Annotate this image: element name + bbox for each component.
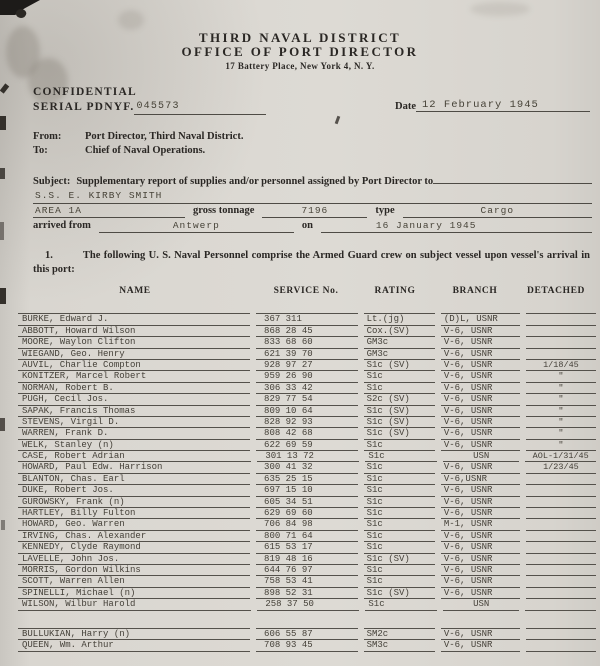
cell-rating: S1c — [365, 451, 437, 462]
scan-mark — [0, 83, 9, 93]
table-row — [18, 508, 596, 519]
cell-service-no: 629 69 60 — [256, 508, 358, 519]
table-row — [18, 440, 596, 451]
table-row — [18, 303, 596, 314]
cell-branch: V-6, USNR — [441, 576, 520, 587]
cell-rating: S1c (SV) — [364, 588, 435, 599]
personnel-table — [18, 286, 596, 666]
cell-rating: S1c — [364, 497, 435, 508]
cell-branch: V-6, USNR — [441, 531, 520, 542]
arrived-from-value: Antwerp — [99, 219, 294, 233]
scan-mark — [0, 116, 6, 130]
cell-name: KENNEDY, Clyde Raymond — [18, 542, 250, 553]
cell-name: WELK, Stanley (n) — [18, 440, 250, 451]
table-row — [18, 428, 596, 439]
table-row — [18, 599, 596, 610]
cell-service-no: 706 84 98 — [256, 519, 358, 530]
on-label: on — [301, 220, 313, 231]
serial-value: 045573 — [134, 99, 266, 115]
cell-rating — [364, 618, 435, 629]
cell-rating: S1c — [364, 508, 435, 519]
arrived-from-label: arrived from — [33, 220, 91, 231]
cell-branch — [441, 618, 520, 629]
cell-branch: V-6, USNR — [441, 406, 520, 417]
subject-text: Supplementary report of supplies and/or personnel assigned by Port Director to — [76, 176, 434, 187]
table-row — [18, 314, 596, 325]
cell-rating: S1c (SV) — [364, 554, 435, 565]
cell-rating: S1c — [364, 485, 435, 496]
table-row — [18, 618, 596, 629]
cell-rating: S1c (SV) — [364, 406, 435, 417]
cell-rating: Lt.(jg) — [364, 314, 435, 325]
table-row — [18, 640, 596, 651]
cell-name: SCOTT, Warren Allen — [18, 576, 250, 587]
cell-name: HARTLEY, Billy Fulton — [18, 508, 250, 519]
cell-rating: S1c — [364, 440, 435, 451]
cell-branch: V-6, USNR — [441, 508, 520, 519]
cell-service-no: 808 42 68 — [256, 428, 358, 439]
cell-detached — [526, 337, 596, 348]
from-line — [33, 130, 590, 144]
cell-rating: S1c — [364, 371, 435, 382]
cell-branch: USN — [443, 599, 519, 610]
cell-branch: V-6, USNR — [441, 629, 520, 640]
cell-rating: SM2c — [364, 629, 435, 640]
cell-rating: GM3c — [364, 349, 435, 360]
cell-branch: V-6, USNR — [441, 640, 520, 651]
cell-rating: S1c — [364, 542, 435, 553]
table-row — [18, 629, 596, 640]
cell-detached — [526, 485, 596, 496]
cell-detached: " — [526, 371, 596, 382]
cell-rating: S1c — [364, 474, 435, 485]
cell-service-no: 809 10 64 — [256, 406, 358, 417]
paragraph-1 — [33, 249, 590, 276]
cell-detached: " — [526, 428, 596, 439]
table-row — [18, 554, 596, 565]
cell-name: WIEGAND, Geo. Henry — [18, 349, 250, 360]
cell-service-no: 898 52 31 — [256, 588, 358, 599]
gross-tonnage-label: gross tonnage — [193, 205, 255, 216]
cell-detached: " — [526, 417, 596, 428]
cell-name: QUEEN, Wm. Arthur — [18, 640, 250, 651]
letterhead-line1: THIRD NAVAL DISTRICT — [198, 30, 402, 45]
cell-rating: S1c — [364, 462, 435, 473]
cell-name: SAPAK, Francis Thomas — [18, 406, 250, 417]
cell-rating: SM3c — [364, 640, 435, 651]
cell-service-no: 605 34 51 — [256, 497, 358, 508]
cell-branch: V-6, USNR — [441, 485, 520, 496]
cell-rating: S1c — [364, 519, 435, 530]
cell-branch: V-6, USNR — [441, 554, 520, 565]
table-row — [18, 451, 596, 462]
cell-detached — [526, 576, 596, 587]
cell-branch: V-6, USNR — [441, 462, 520, 473]
cell-name — [18, 618, 250, 629]
table-row — [18, 576, 596, 587]
scan-mark — [0, 222, 4, 240]
to-value: Chief of Naval Operations. — [85, 145, 206, 156]
tonnage-line — [33, 204, 592, 219]
table-header-row — [18, 286, 596, 296]
cell-rating — [364, 303, 435, 314]
to-line — [33, 144, 590, 158]
cell-branch: V-6, USNR — [441, 588, 520, 599]
cell-detached: 1/18/45 — [526, 360, 596, 371]
cell-detached — [526, 474, 596, 485]
cell-service-no: 301 13 72 — [257, 451, 359, 462]
cell-detached — [526, 326, 596, 337]
cell-detached: " — [526, 440, 596, 451]
cell-rating: Cox.(SV) — [364, 326, 435, 337]
letterhead-address: 17 Battery Place, New York 4, N. Y. — [225, 61, 375, 71]
on-value: 16 January 1945 — [321, 219, 592, 233]
cell-branch: V-6, USNR — [441, 360, 520, 371]
scan-mark — [1, 520, 5, 530]
cell-detached: " — [526, 383, 596, 394]
cell-name: HOWARD, Geo. Warren — [18, 519, 250, 530]
classification-block — [33, 86, 590, 122]
table-row — [18, 474, 596, 485]
paragraph-text: The following U. S. Naval Personnel comprise the Armed Guard crew on subject vessel upon vessel's arrival in this port: — [33, 250, 590, 275]
cell-branch: V-6, USNR — [441, 440, 520, 451]
cell-service-no: 258 37 50 — [257, 599, 359, 610]
table-row — [18, 485, 596, 496]
cell-rating: S1c — [364, 565, 435, 576]
cell-branch: (D)L, USNR — [441, 314, 520, 325]
cell-detached — [526, 542, 596, 553]
cell-rating: GM3c — [364, 337, 435, 348]
table-row — [18, 542, 596, 553]
cell-service-no: 306 33 42 — [256, 383, 358, 394]
table-row — [18, 497, 596, 508]
cell-branch: USN — [443, 451, 519, 462]
personnel-table-body — [18, 303, 596, 666]
cell-name: PUGH, Cecil Jos. — [18, 394, 250, 405]
table-row — [18, 406, 596, 417]
letterhead-line2: OFFICE OF PORT DIRECTOR — [181, 44, 419, 59]
header-rating: RATING — [374, 286, 416, 296]
cell-name: BULLUKIAN, Harry (n) — [18, 629, 250, 640]
date-value: 12 February 1945 — [416, 99, 590, 112]
table-row — [18, 383, 596, 394]
cell-branch: V-6, USNR — [441, 383, 520, 394]
cell-branch: V-6, USNR — [441, 542, 520, 553]
cell-detached — [526, 531, 596, 542]
cell-service-no: 697 15 10 — [256, 485, 358, 496]
table-row — [18, 519, 596, 530]
table-row — [18, 417, 596, 428]
cell-detached — [526, 588, 596, 599]
subject-block — [33, 171, 592, 234]
cell-service-no: 819 48 16 — [256, 554, 358, 565]
table-row — [18, 462, 596, 473]
cell-branch: V-6, USNR — [441, 565, 520, 576]
table-row — [18, 588, 596, 599]
serial-label: SERIAL PDNYF. — [33, 101, 135, 113]
area-value: AREA 1A — [33, 204, 185, 218]
cell-rating: S1c (SV) — [364, 417, 435, 428]
table-row — [18, 349, 596, 360]
cell-branch: V-6, USNR — [441, 371, 520, 382]
cell-branch: V-6, USNR — [441, 337, 520, 348]
cell-detached — [526, 629, 596, 640]
table-row — [18, 371, 596, 382]
header-service-no: SERVICE No. — [273, 286, 339, 296]
cell-rating: S1c (SV) — [364, 428, 435, 439]
cell-name: WILSON, Wilbur Harold — [18, 599, 251, 610]
letterhead — [0, 0, 600, 71]
cell-name: WARREN, Frank D. — [18, 428, 250, 439]
cell-service-no: 828 92 93 — [256, 417, 358, 428]
cell-name: BLANTON, Chas. Earl — [18, 474, 250, 485]
cell-service-no: 300 41 32 — [256, 462, 358, 473]
cell-service-no: 800 71 64 — [256, 531, 358, 542]
cell-name: GUROWSKY, Frank (n) — [18, 497, 250, 508]
cell-detached — [526, 497, 596, 508]
scan-mark — [0, 418, 5, 431]
table-row — [18, 659, 596, 666]
date-line — [395, 99, 590, 112]
cell-branch — [441, 659, 520, 666]
cell-name: ABBOTT, Howard Wilson — [18, 326, 250, 337]
classification-label: CONFIDENTIAL — [33, 86, 137, 98]
cell-name: AUVIL, Charlie Compton — [18, 360, 250, 371]
cell-name: LAVELLE, John Jos. — [18, 554, 250, 565]
cell-rating: S1c — [364, 531, 435, 542]
cell-service-no: 367 311 — [256, 314, 358, 325]
cell-name: KONITZER, Marcel Robert — [18, 371, 250, 382]
cell-detached — [526, 640, 596, 651]
cell-service-no: 708 93 45 — [256, 640, 358, 651]
cell-service-no: 829 77 54 — [256, 394, 358, 405]
header-branch: BRANCH — [452, 286, 498, 296]
cell-name: BURKE, Edward J. — [18, 314, 250, 325]
cell-detached — [526, 349, 596, 360]
scan-mark — [0, 288, 6, 304]
cell-branch: V-6, USNR — [441, 428, 520, 439]
cell-rating: S1c — [365, 599, 437, 610]
cell-service-no — [256, 303, 358, 314]
cell-detached — [525, 599, 596, 610]
subject-label: Subject: — [33, 176, 71, 187]
cell-name: HOWARD, Paul Edw. Harrison — [18, 462, 250, 473]
cell-branch: V-6, USNR — [441, 417, 520, 428]
cell-service-no: 868 28 45 — [256, 326, 358, 337]
cell-name: MOORE, Waylon Clifton — [18, 337, 250, 348]
arrival-line — [33, 219, 592, 234]
cell-service-no — [256, 659, 358, 666]
cell-rating: S2c (SV) — [364, 394, 435, 405]
cell-name: DUKE, Robert Jos. — [18, 485, 250, 496]
cell-service-no: 959 26 90 — [256, 371, 358, 382]
table-row — [18, 360, 596, 371]
cell-name: STEVENS, Virgil D. — [18, 417, 250, 428]
date-label: Date — [395, 101, 416, 112]
table-row — [18, 337, 596, 348]
cell-detached — [526, 303, 596, 314]
cell-detached — [526, 314, 596, 325]
cell-rating: S1c (SV) — [364, 360, 435, 371]
cell-rating: S1c — [364, 576, 435, 587]
cell-detached — [526, 618, 596, 629]
cell-name — [18, 659, 250, 666]
cell-detached — [526, 659, 596, 666]
table-row — [18, 565, 596, 576]
table-row — [18, 531, 596, 542]
cell-detached: 1/23/45 — [526, 462, 596, 473]
table-row — [18, 394, 596, 405]
type-value: Cargo — [403, 204, 592, 218]
scan-mark — [0, 168, 5, 179]
blank-rule — [433, 171, 592, 184]
cell-detached — [526, 565, 596, 576]
cell-detached: " — [526, 394, 596, 405]
vessel-name: S.S. E. KIRBY SMITH — [33, 189, 592, 204]
cell-branch: V-6, USNR — [441, 349, 520, 360]
cell-service-no: 833 68 60 — [256, 337, 358, 348]
cell-service-no: 606 55 87 — [256, 629, 358, 640]
cell-branch: V-6, USNR — [441, 497, 520, 508]
cell-service-no: 622 69 59 — [256, 440, 358, 451]
from-to-block — [33, 130, 590, 158]
cell-service-no: 644 76 97 — [256, 565, 358, 576]
cell-rating — [364, 659, 435, 666]
type-label: type — [375, 205, 395, 216]
cell-service-no: 615 53 17 — [256, 542, 358, 553]
cell-service-no: 758 53 41 — [256, 576, 358, 587]
cell-service-no — [256, 618, 358, 629]
cell-rating: S1c — [364, 383, 435, 394]
gross-tonnage-value: 7196 — [262, 204, 367, 218]
subject-line — [33, 171, 592, 189]
cell-detached — [526, 554, 596, 565]
cell-service-no: 928 97 27 — [256, 360, 358, 371]
cell-detached — [526, 508, 596, 519]
cell-name: MORRIS, Gordon Wilkins — [18, 565, 250, 576]
to-label: To: — [33, 145, 48, 156]
cell-branch: M-1, USNR — [441, 519, 520, 530]
cell-name: SPINELLI, Michael (n) — [18, 588, 250, 599]
cell-service-no: 635 25 15 — [256, 474, 358, 485]
cell-detached — [526, 519, 596, 530]
cell-name: NORMAN, Robert B. — [18, 383, 250, 394]
cell-name: IRVING, Chas. Alexander — [18, 531, 250, 542]
from-label: From: — [33, 131, 62, 142]
header-name: NAME — [119, 286, 151, 296]
cell-branch: V-6, USNR — [441, 326, 520, 337]
header-detached: DETACHED — [527, 286, 585, 296]
table-row — [18, 326, 596, 337]
cell-branch: V-6, USNR — [441, 394, 520, 405]
cell-branch: V-6,USNR — [441, 474, 520, 485]
cell-service-no: 621 39 70 — [256, 349, 358, 360]
cell-detached: AOL-1/31/45 — [525, 451, 596, 462]
paragraph-number: 1. — [45, 250, 53, 261]
cell-name — [18, 303, 250, 314]
from-value: Port Director, Third Naval District. — [85, 131, 244, 142]
cell-name: CASE, Robert Adrian — [18, 451, 251, 462]
cell-detached: " — [526, 406, 596, 417]
cell-branch — [441, 303, 520, 314]
